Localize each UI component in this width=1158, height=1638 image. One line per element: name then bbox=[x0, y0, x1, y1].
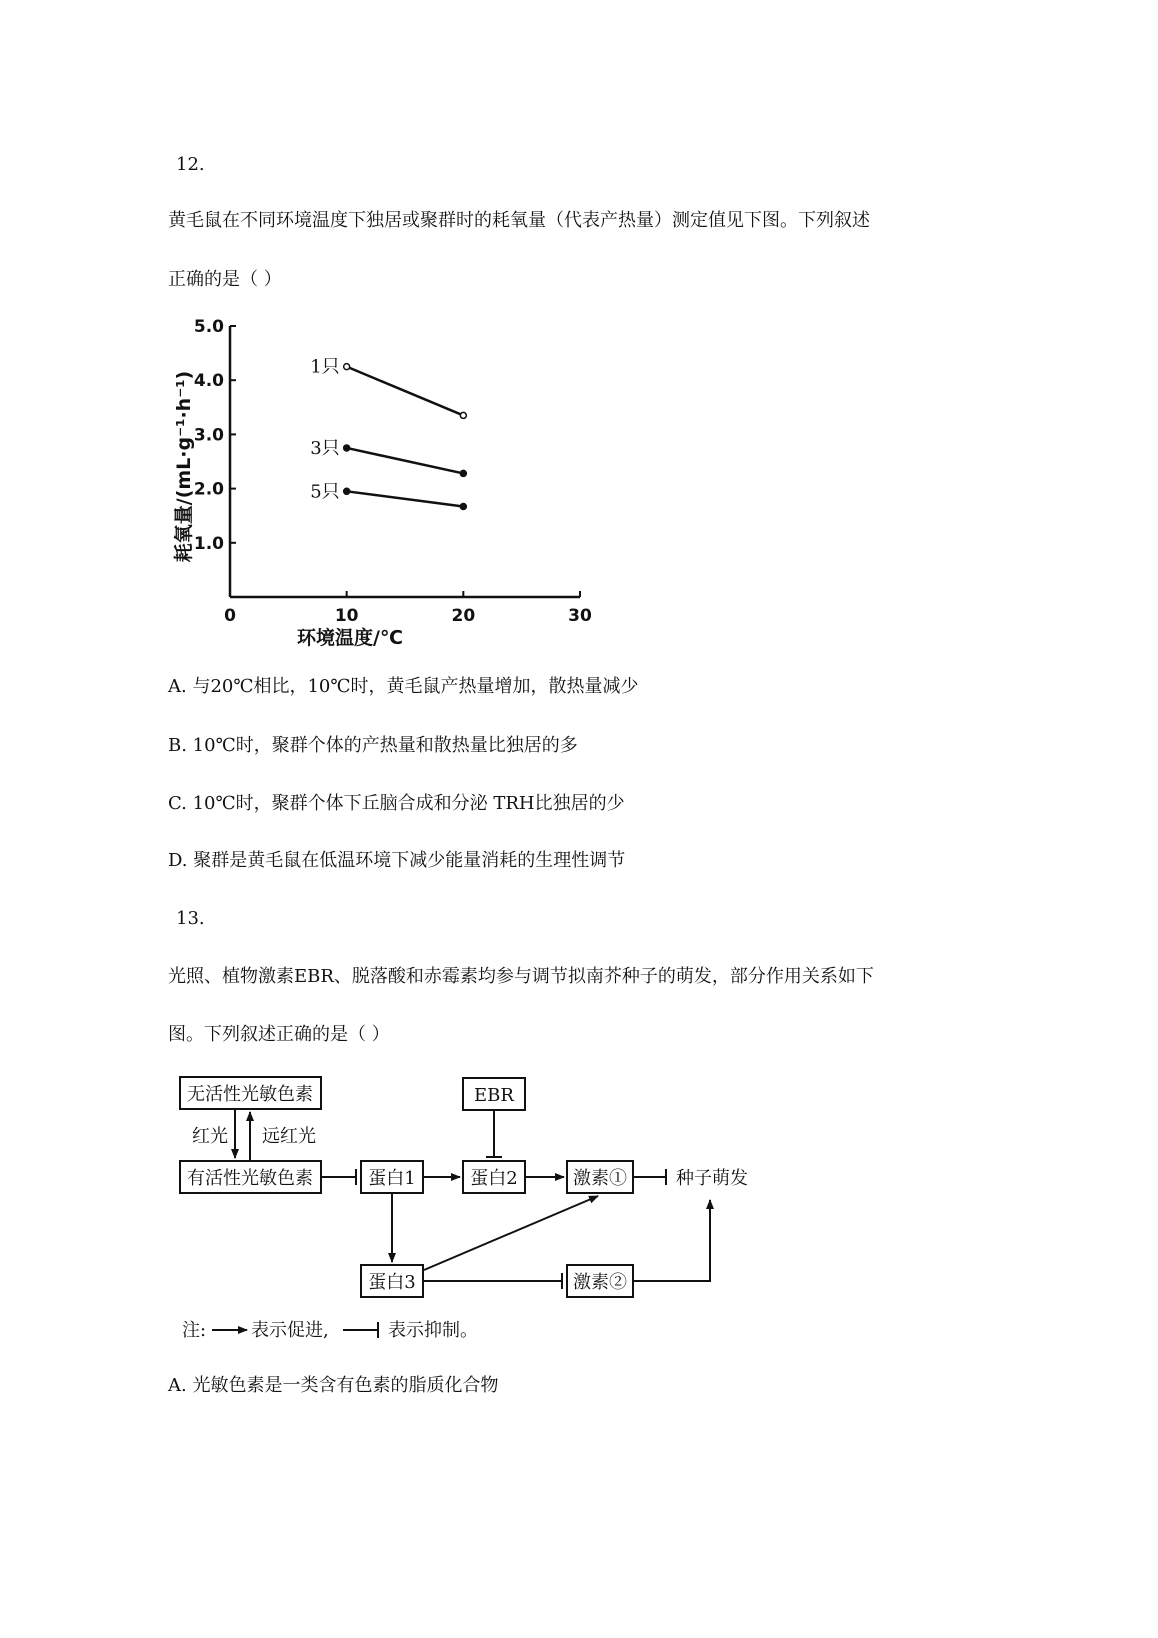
option-a: A. 与20℃相比，10℃时，黄毛鼠产热量增加，散热量减少 bbox=[168, 676, 639, 697]
option-a: A. 光敏色素是一类含有色素的脂质化合物 bbox=[168, 1375, 499, 1396]
y-tick-label: 3.0 bbox=[193, 425, 224, 446]
series-label: 3只 bbox=[310, 437, 340, 459]
option-c: C. 10℃时，聚群个体下丘脑合成和分泌 TRH比独居的少 bbox=[168, 793, 625, 814]
protein3-label: 蛋白3 bbox=[368, 1272, 416, 1293]
x-tick-label: 30 bbox=[568, 606, 592, 626]
question-number: 12. bbox=[176, 154, 205, 175]
option-b: B. 10℃时，聚群个体的产热量和散热量比独居的多 bbox=[168, 735, 578, 756]
option-d: D. 聚群是黄毛鼠在低温环境下减少能量消耗的生理性调节 bbox=[168, 850, 626, 871]
protein1-label: 蛋白1 bbox=[368, 1168, 416, 1189]
series-label: 1只 bbox=[310, 356, 340, 378]
y-tick-label: 5.0 bbox=[193, 317, 224, 337]
y-tick-label: 4.0 bbox=[193, 371, 224, 392]
note-inhibit: 表示抑制。 bbox=[388, 1320, 478, 1341]
note-promote: 表示促进, bbox=[251, 1320, 329, 1341]
series-label: 5只 bbox=[310, 481, 340, 503]
inactive-phytochrome-label: 无活性光敏色素 bbox=[187, 1084, 313, 1105]
active-phytochrome-label: 有活性光敏色素 bbox=[187, 1168, 313, 1189]
hormone2-label: 激素② bbox=[573, 1272, 627, 1293]
y-tick-label: 1.0 bbox=[193, 533, 224, 554]
hormone1-label: 激素① bbox=[573, 1168, 627, 1189]
question-stem: 图。下列叙述正确的是（ ） bbox=[168, 1024, 390, 1045]
y-axis-label: 耗氧量/(mL·g⁻¹·h⁻¹) bbox=[173, 370, 195, 563]
red-light-label: 红光 bbox=[192, 1126, 228, 1147]
seed-germination-label: 种子萌发 bbox=[676, 1168, 748, 1189]
promote-arrow bbox=[424, 1196, 598, 1270]
question-stem: 光照、植物激素EBR、脱落酸和赤霉素均参与调节拟南芥种子的萌发，部分作用关系如下 bbox=[168, 966, 874, 987]
promote-arrow bbox=[634, 1200, 710, 1281]
x-tick-label: 10 bbox=[334, 606, 359, 626]
ebr-label: EBR bbox=[474, 1085, 514, 1106]
y-tick-label: 2.0 bbox=[193, 479, 224, 500]
note-prefix: 注: bbox=[182, 1320, 207, 1341]
x-axis-label: 环境温度/℃ bbox=[297, 627, 403, 649]
protein2-label: 蛋白2 bbox=[470, 1168, 518, 1189]
x-tick-label: 0 bbox=[224, 606, 236, 626]
x-tick-label: 20 bbox=[451, 606, 476, 626]
far-red-light-label: 远红光 bbox=[262, 1126, 316, 1147]
question-stem: 黄毛鼠在不同环境温度下独居或聚群时的耗氧量（代表产热量）测定值见下图。下列叙述 bbox=[168, 210, 870, 231]
question-number: 13. bbox=[176, 908, 205, 929]
question-stem: 正确的是（ ） bbox=[168, 269, 282, 290]
